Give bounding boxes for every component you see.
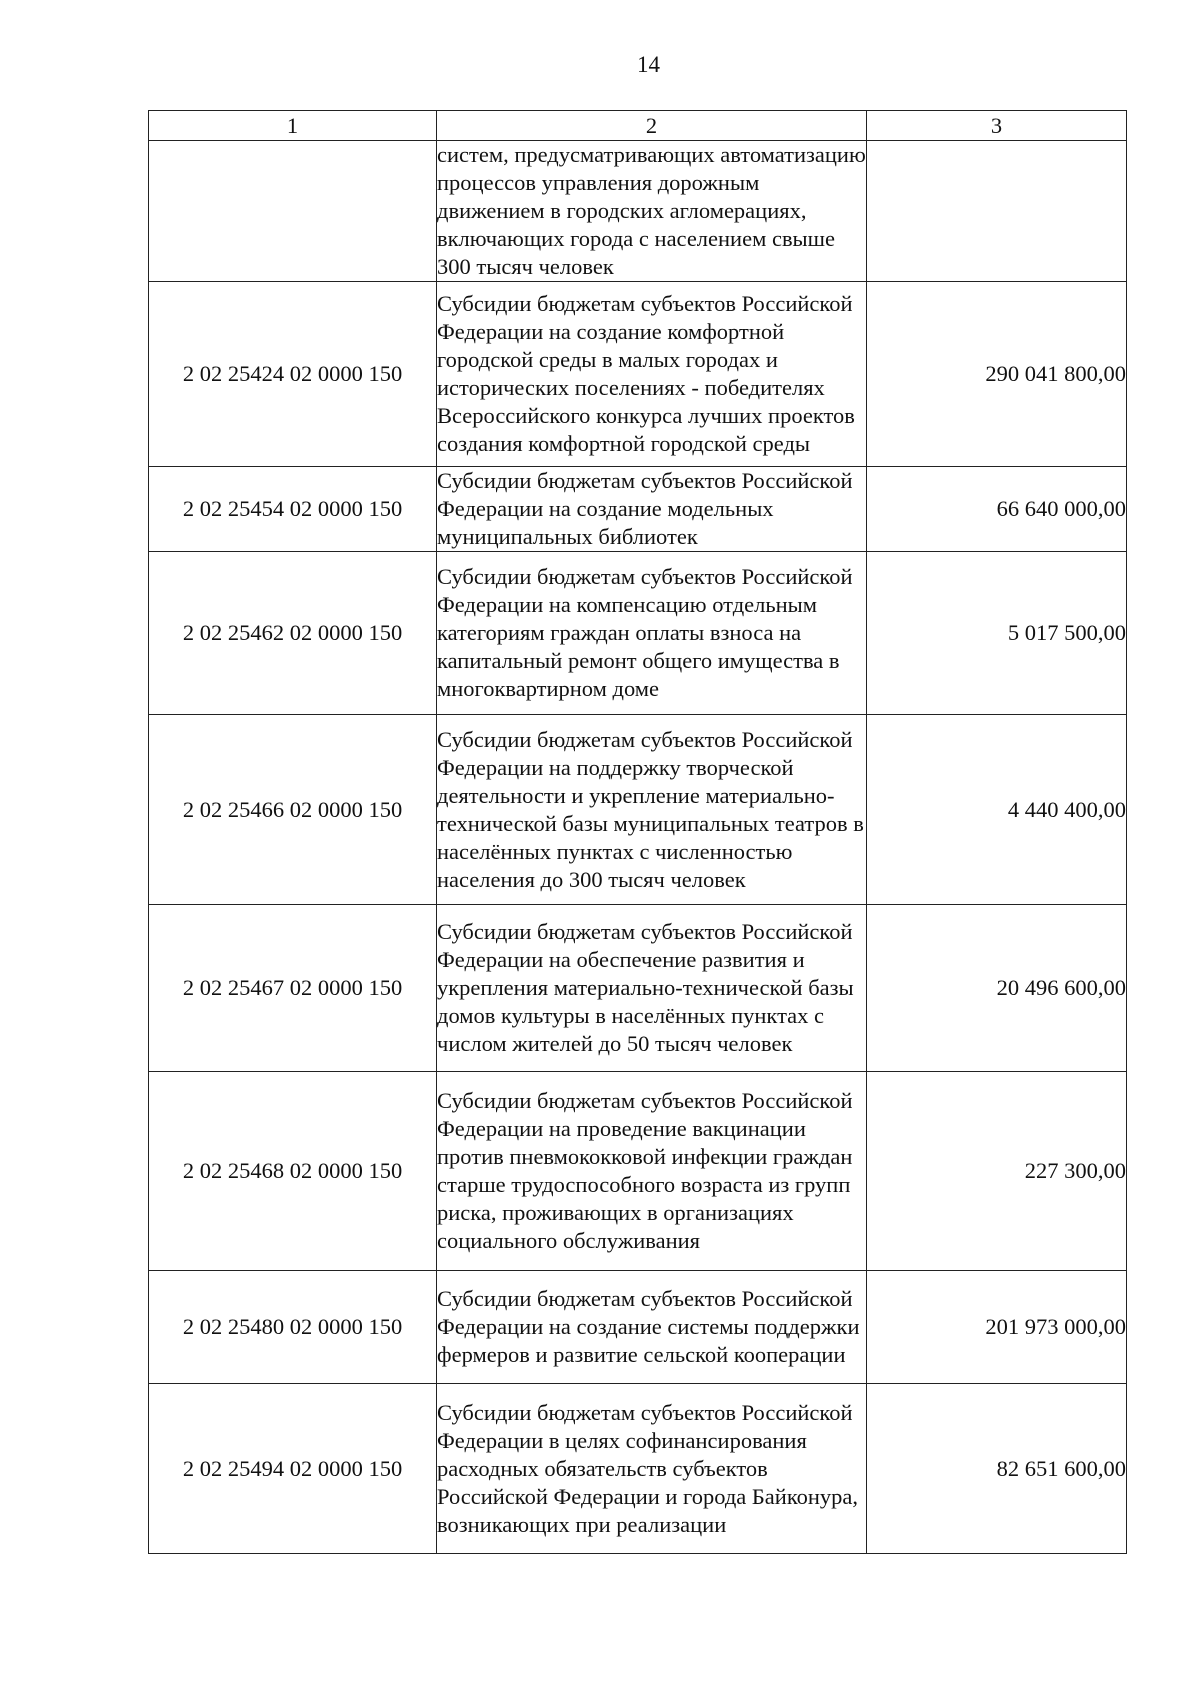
column-header-2: 2: [437, 111, 867, 141]
row-description: [437, 282, 867, 467]
row-amount: 227 300,00: [867, 1072, 1127, 1271]
table-row: [149, 905, 1127, 1072]
table-header-row: [149, 111, 1127, 141]
row-description-text: Субсидии бюджетам субъектов Российской Федерации на поддержку творческой деятельности и укрепление материально-технической базы муниципальных театров в населённых пунктах с численностью населения до 300 тысяч человек: [437, 726, 864, 892]
row-amount: 290 041 800,00: [867, 282, 1127, 467]
row-description: [437, 905, 867, 1072]
table-row: [149, 552, 1127, 715]
row-description-text: Субсидии бюджетам субъектов Российской Федерации в целях софинансирования расходных обязательств субъектов Российской Федерации и города Байконура, возникающих при реализации: [437, 1399, 859, 1537]
row-amount: 66 640 000,00: [867, 467, 1127, 552]
row-description-text: Субсидии бюджетам субъектов Российской Федерации на создание комфортной городской среды в малых городах и исторических поселениях - победителях Всероссийского конкурса лучших проектов создания комфортной городской среды: [437, 291, 855, 456]
row-amount: 82 651 600,00: [867, 1384, 1127, 1554]
row-code: 2 02 25480 02 0000 150: [149, 1271, 437, 1384]
budget-table: [148, 110, 1127, 1554]
row-code: 2 02 25466 02 0000 150: [149, 715, 437, 905]
row-code: 2 02 25468 02 0000 150: [149, 1072, 437, 1271]
row-description-text: Субсидии бюджетам субъектов Российской Федерации на создание модельных муниципальных библиотек: [437, 468, 853, 549]
row-description: [437, 141, 867, 282]
row-amount: [867, 141, 1127, 282]
row-amount: 4 440 400,00: [867, 715, 1127, 905]
column-header-3: 3: [867, 111, 1127, 141]
row-amount: 201 973 000,00: [867, 1271, 1127, 1384]
table-row: [149, 1072, 1127, 1271]
table-row: [149, 1271, 1127, 1384]
row-description-text: систем, предусматривающих автоматизацию процессов управления дорожным движением в городских агломерациях, включающих города с населением свыше 300 тысяч человек: [437, 142, 866, 279]
row-description-text: Субсидии бюджетам субъектов Российской Федерации на проведение вакцинации против пневмококковой инфекции граждан старше трудоспособного возраста из групп риска, проживающих в организациях социального обслуживания: [437, 1088, 853, 1253]
table-row: [149, 282, 1127, 467]
row-amount: 20 496 600,00: [867, 905, 1127, 1072]
row-code: [149, 141, 437, 282]
row-code: 2 02 25467 02 0000 150: [149, 905, 437, 1072]
page-number: 14: [637, 52, 660, 77]
row-description: [437, 1271, 867, 1384]
row-code: 2 02 25454 02 0000 150: [149, 467, 437, 552]
row-code: 2 02 25424 02 0000 150: [149, 282, 437, 467]
row-description: [437, 1072, 867, 1271]
table-row: [149, 467, 1127, 552]
row-description: [437, 467, 867, 552]
row-code: 2 02 25494 02 0000 150: [149, 1384, 437, 1554]
table-row: [149, 715, 1127, 905]
row-amount: 5 017 500,00: [867, 552, 1127, 715]
table-row: [149, 141, 1127, 282]
row-description-text: Субсидии бюджетам субъектов Российской Федерации на обеспечение развития и укрепления материально-технической базы домов культуры в населённых пунктах с числом жителей до 50 тысяч человек: [437, 919, 854, 1056]
table-row: [149, 1384, 1127, 1554]
row-description-text: Субсидии бюджетам субъектов Российской Федерации на создание системы поддержки фермеров и развитие сельской кооперации: [437, 1286, 860, 1367]
row-description: [437, 715, 867, 905]
row-code: 2 02 25462 02 0000 150: [149, 552, 437, 715]
column-header-1: 1: [149, 111, 437, 141]
row-description-text: Субсидии бюджетам субъектов Российской Федерации на компенсацию отдельным категориям граждан оплаты взноса на капитальный ремонт общего имущества в многоквартирном доме: [437, 564, 853, 701]
row-description: [437, 552, 867, 715]
row-description: [437, 1384, 867, 1554]
